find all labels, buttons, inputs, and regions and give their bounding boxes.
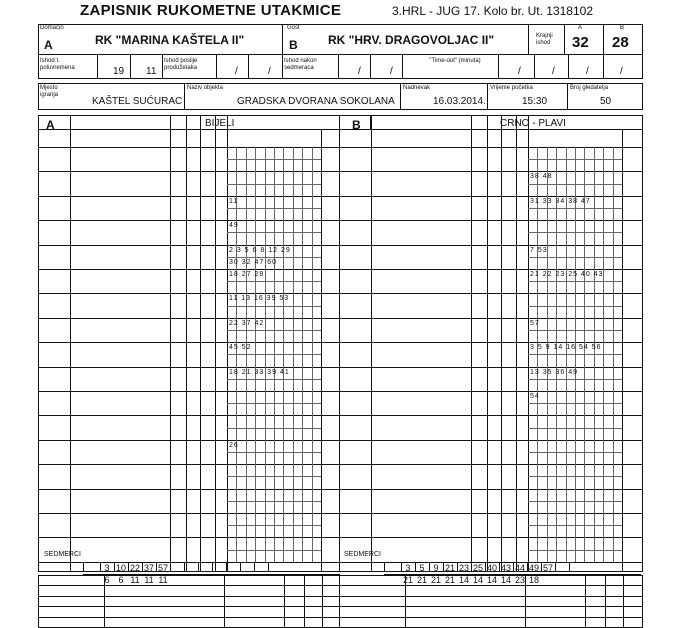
b-sedm-broj-6: 14 <box>486 574 497 585</box>
b-sedm-broj-8: 23 <box>514 574 525 585</box>
a-sedm-broj-0: 6 <box>104 574 110 585</box>
b-sedm-broj-0: 21 <box>402 574 413 585</box>
b-sedm-broj-9: 18 <box>528 574 539 585</box>
away-letter: B <box>289 38 298 52</box>
b-goals-9: 13 35 36 49 <box>530 368 578 376</box>
b-goals-1: 38 48 <box>530 173 553 181</box>
a-sedm-broj-4: 11 <box>158 574 168 585</box>
b-sedm-min-3: 21 <box>444 562 455 573</box>
start-time: 15:30 <box>522 96 548 107</box>
b-goals-10: 54 <box>530 393 540 400</box>
a-goals-6: 11 13 16 39 53 <box>229 295 290 303</box>
a-goals-5: 18 27 28 <box>229 271 265 278</box>
b-sedm-min-9: 49 <box>528 562 539 573</box>
b-goals-7: 57 <box>530 319 540 327</box>
krajnji-ishod-label: Krajnji ishod <box>536 33 553 46</box>
team-b-color: CRNO - PLAVI <box>500 118 566 129</box>
b-sedm-broj-7: 14 <box>500 574 511 585</box>
b-sedm-broj-3: 21 <box>444 574 455 585</box>
a-sedm-min-1: 10 <box>115 562 126 573</box>
venue-city: KAŠTEL SUĆURAC <box>92 96 183 107</box>
b-sedm-min-2: 9 <box>433 562 439 573</box>
venue-hall: GRADSKA DVORANA SOKOLANA <box>237 96 395 107</box>
a-goals-9: 18 21 33 39 41 <box>229 368 290 376</box>
b-sedm-broj-2: 21 <box>430 574 441 585</box>
b-goals-5: 21 22 23 25 40 43 <box>530 271 604 278</box>
b-sedm-min-10: 57 <box>542 562 553 573</box>
league-info: 3.HRL - JUG 17. Kolo br. Ut. 1318102 <box>392 4 593 18</box>
b-sedm-broj-5: 14 <box>472 574 483 585</box>
a-goals-2: 11 <box>229 197 239 205</box>
b-sedm-min-6: 40 <box>486 562 497 573</box>
a-sedm-broj-3: 11 <box>144 574 154 585</box>
team-b-letter: B <box>352 118 361 132</box>
a-goals-7: 22 37 42 <box>229 319 265 327</box>
match-date: 16.03.2014. <box>433 96 486 107</box>
a-sedm-min-2: 22 <box>129 562 140 573</box>
b-sedm-min-0: 3 <box>405 562 411 573</box>
a-goals2-4: 30 32 47 60 <box>229 258 277 266</box>
spectators: 50 <box>600 96 612 107</box>
a-goals-8: 45 52 <box>229 344 252 352</box>
gost-label: Gost <box>287 25 300 31</box>
a-goals-3: 49 <box>229 222 239 230</box>
b-sedm-broj-1: 21 <box>416 574 427 585</box>
b-goals-2: 31 33 34 38 47 <box>530 197 591 205</box>
a-goals-12: 26 <box>229 441 239 449</box>
b-sedm-broj-4: 14 <box>458 574 469 585</box>
a-sedm-min-3: 37 <box>143 562 154 573</box>
b-sedm-min-5: 25 <box>472 562 483 573</box>
half-score-a: 19 <box>113 66 125 77</box>
a-sedm-min-0: 3 <box>104 562 110 573</box>
final-score-a: 32 <box>572 34 589 51</box>
b-sedm-min-4: 23 <box>458 562 469 573</box>
sedmerci-b-label: SEDMERCI <box>344 551 381 558</box>
form-title: ZAPISNIK RUKOMETNE UTAKMICE <box>80 2 342 19</box>
a-goals-4: 2 3 5 6 8 12 29 <box>229 246 291 254</box>
a-sedm-broj-1: 6 <box>118 574 124 585</box>
b-sedm-min-8: 44 <box>514 562 525 573</box>
home-letter: A <box>44 38 53 52</box>
a-sedm-broj-2: 11 <box>130 574 140 585</box>
team-a-color: BIJELI <box>205 118 235 129</box>
half-score-b: 11 <box>146 66 157 77</box>
domacin-label: Domaćin <box>40 25 64 31</box>
final-score-b: 28 <box>612 34 629 51</box>
away-team-name: RK "HRV. DRAGOVOLJAC II" <box>328 33 495 47</box>
b-sedm-min-7: 43 <box>500 562 511 573</box>
b-goals-4: 7 53 <box>530 246 548 254</box>
b-goals-8: 3 5 9 14 16 54 56 <box>530 344 602 352</box>
home-team-name: RK "MARINA KAŠTELA II" <box>95 33 245 47</box>
team-a-letter: A <box>46 118 55 132</box>
a-sedm-min-4: 57 <box>157 562 168 573</box>
sedmerci-a-label: SEDMERCI <box>44 551 81 558</box>
b-sedm-min-1: 5 <box>419 562 425 573</box>
